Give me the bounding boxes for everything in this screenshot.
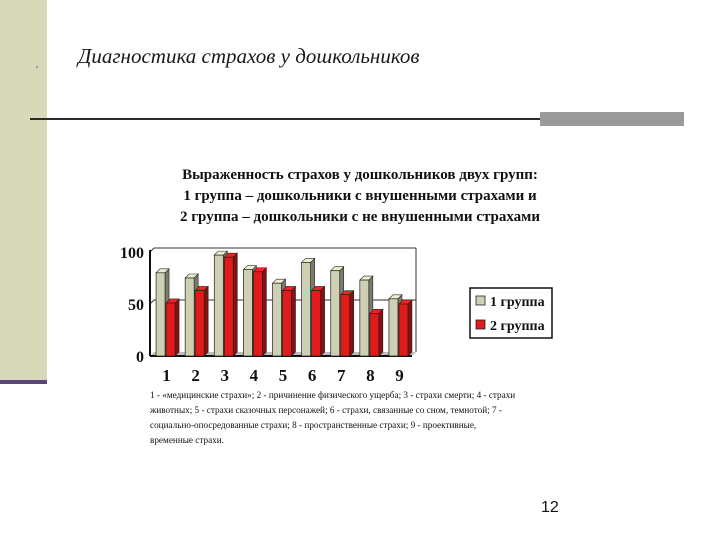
bar-series2-cat9 (399, 304, 408, 356)
y-tick-label: 0 (136, 349, 144, 366)
bar-series1-cat3 (214, 255, 223, 356)
bar-side (379, 309, 383, 356)
page-number: 12 (541, 499, 559, 516)
chart-heading-line-1: Выраженность страхов у дошкольников двух групп: (182, 167, 538, 183)
bar-side (292, 286, 296, 356)
bar-series1-cat4 (243, 270, 252, 356)
x-tick-label: 3 (220, 366, 230, 385)
slide-title: Диагностика страхов у дошкольников (78, 44, 420, 68)
chart-heading-line-2: 1 группа – дошкольники с внушенными страхами и (183, 188, 537, 204)
x-tick-label: 6 (307, 366, 317, 385)
bar-side (321, 286, 325, 356)
chart-heading-line-3: 2 группа – дошкольники с не внушенными страхами (180, 209, 540, 225)
bar-side (204, 286, 208, 356)
x-tick-label: 4 (249, 366, 259, 385)
bar-series1-cat5 (273, 283, 282, 356)
bar-series1-cat9 (389, 299, 398, 356)
x-tick-label: 9 (395, 366, 404, 385)
bar-series2-cat4 (253, 272, 262, 356)
legend-swatch (476, 296, 485, 305)
y-tick-label: 50 (128, 297, 144, 314)
legend-label: 2 группа (490, 319, 545, 334)
x-tick-label: 5 (278, 366, 288, 385)
bar-side (175, 299, 179, 356)
bar-series1-cat8 (360, 280, 369, 356)
bar-series2-cat1 (166, 303, 175, 356)
bar-side (262, 268, 266, 356)
x-tick-label: 8 (366, 366, 375, 385)
bar-series2-cat6 (312, 290, 321, 356)
bar-series2-cat3 (224, 257, 233, 356)
bar-series2-cat2 (195, 290, 204, 356)
chart-caption: 1 - «медицинские страхи»; 2 - причинение физического ущерба; 3 - страхи смерти; 4 - страхи животных; 5 - страхи сказочных персонажей; 6 - страхи, связанные со сном, темнотой; 7 - социально-опосредованные страхи; 8 - пространственные страхи; 9 - проективные, временные страхи. (150, 390, 516, 445)
x-tick-label: 7 (336, 366, 346, 385)
bar-side (408, 300, 412, 356)
legend-label: 1 группа (490, 295, 545, 310)
chart-bars (156, 251, 412, 356)
chart-legend (470, 288, 552, 338)
bar-series2-cat8 (370, 313, 379, 356)
bar-series1-cat1 (156, 273, 165, 356)
bar-side (350, 291, 354, 356)
bar-series2-cat7 (341, 295, 350, 356)
y-tick-label: 100 (120, 245, 144, 262)
bar-series1-cat6 (302, 262, 311, 356)
bar-side (233, 253, 237, 356)
x-tick-label: 1 (162, 366, 171, 385)
bar-series1-cat7 (331, 271, 340, 356)
legend-swatch (476, 320, 485, 329)
x-tick-label: 2 (191, 366, 200, 385)
bar-series2-cat5 (283, 290, 292, 356)
bar-series1-cat2 (185, 278, 194, 356)
